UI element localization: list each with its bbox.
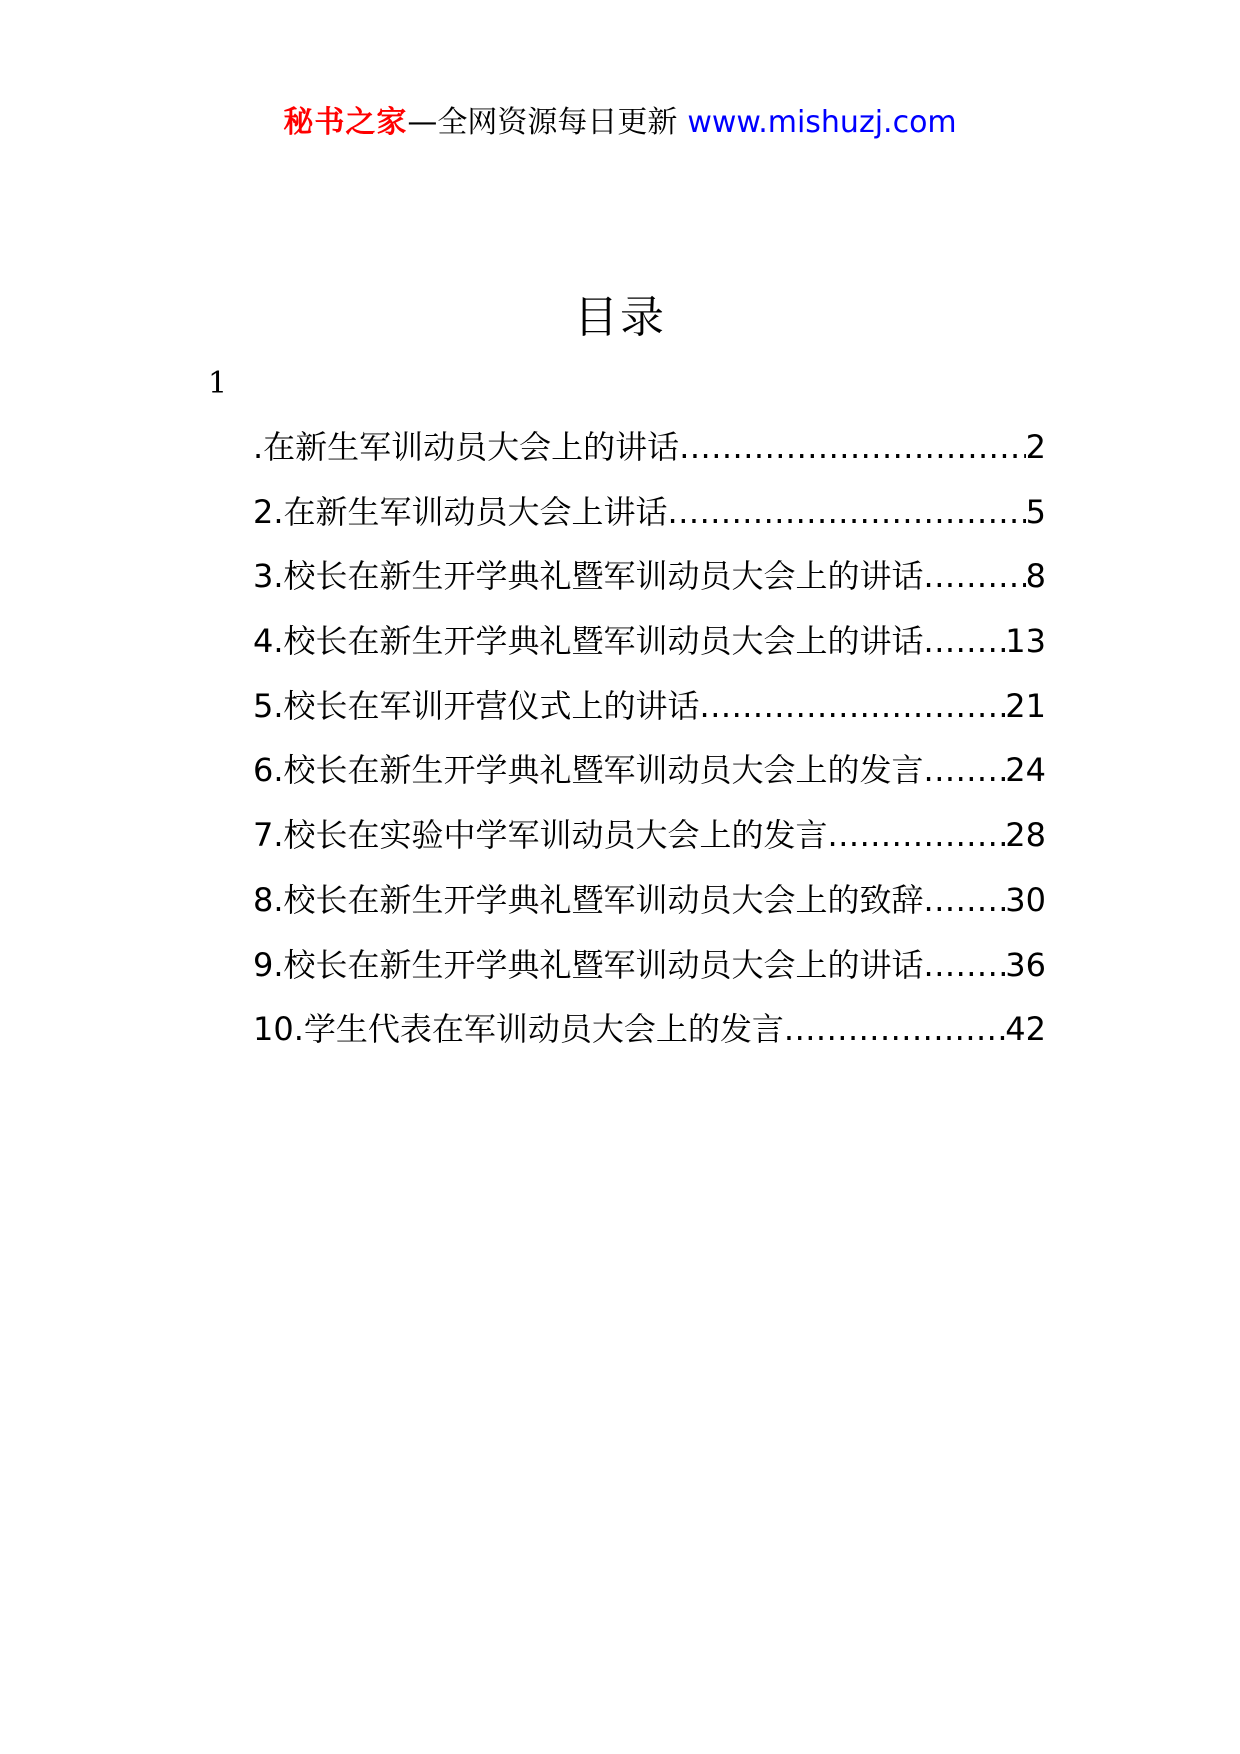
stray-number: 1 <box>208 366 228 401</box>
toc-entry-page: 13 <box>1005 622 1046 661</box>
toc-entry-label: 10.学生代表在军训动员大会上的发言 <box>253 1010 784 1049</box>
toc-leader-dots <box>924 942 1006 988</box>
toc-entry[interactable] <box>253 553 1046 618</box>
toc-entry[interactable] <box>253 618 1046 683</box>
toc-entry-label: 3.校长在新生开学典礼暨军训动员大会上的讲话 <box>253 557 924 596</box>
toc-entry[interactable] <box>253 942 1046 1007</box>
toc-entry-page: 5 <box>1025 492 1046 531</box>
toc-leader-dots <box>924 877 1006 923</box>
toc-entry-page: 28 <box>1005 816 1046 855</box>
toc-entry-page: 36 <box>1005 945 1046 984</box>
toc-entry-page: 30 <box>1005 880 1046 919</box>
toc-leader-dots <box>668 489 1026 535</box>
toc-entry[interactable] <box>253 683 1046 748</box>
toc-entry-label: .在新生军训动员大会上的讲话 <box>253 428 680 466</box>
toc-entry-label: 9.校长在新生开学典礼暨军训动员大会上的讲话 <box>253 945 924 984</box>
tagline: —全网资源每日更新 <box>407 105 678 140</box>
table-of-contents <box>253 424 1046 1071</box>
toc-entry-label: 5.校长在军训开营仪式上的讲话 <box>253 686 700 725</box>
toc-entry-label: 4.校长在新生开学典礼暨军训动员大会上的讲话 <box>253 622 924 661</box>
toc-entry-page: 2 <box>1025 428 1046 466</box>
toc-entry-page: 42 <box>1005 1010 1046 1049</box>
toc-entry-page: 21 <box>1005 686 1046 725</box>
toc-leader-dots <box>784 1006 1005 1052</box>
toc-leader-dots <box>924 618 1006 664</box>
site-url-link[interactable]: www.mishuzj.com <box>687 105 957 140</box>
toc-entry-label: 6.校长在新生开学典礼暨军训动员大会上的发言 <box>253 751 924 790</box>
toc-entry-page: 8 <box>1025 557 1046 596</box>
brand-name: 秘书之家 <box>283 105 408 140</box>
toc-entry[interactable] <box>253 747 1046 812</box>
toc-entry-label: 2.在新生军训动员大会上讲话 <box>253 492 668 531</box>
toc-leader-dots <box>679 424 1025 470</box>
toc-entry[interactable] <box>253 489 1046 554</box>
toc-leader-dots <box>924 747 1006 793</box>
toc-title: 目录 <box>574 292 666 343</box>
toc-entry[interactable] <box>253 1006 1046 1071</box>
toc-entry-label: 7.校长在实验中学军训动员大会上的发言 <box>253 816 828 855</box>
toc-entry[interactable] <box>253 812 1046 877</box>
toc-entry[interactable] <box>253 877 1046 942</box>
toc-leader-dots <box>828 812 1006 858</box>
site-header <box>0 100 1240 146</box>
toc-leader-dots <box>700 683 1006 729</box>
toc-leader-dots <box>924 553 1026 599</box>
toc-entry-label: 8.校长在新生开学典礼暨军训动员大会上的致辞 <box>253 880 924 919</box>
toc-entry[interactable] <box>253 424 1046 489</box>
toc-entry-page: 24 <box>1005 751 1046 790</box>
